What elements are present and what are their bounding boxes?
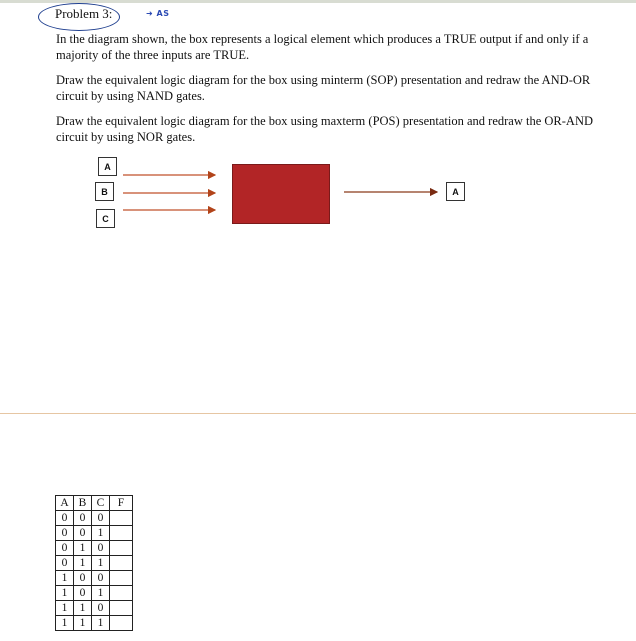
paragraph-pos: Draw the equivalent logic diagram for the box using maxterm (POS) presentation and redraw the OR-AND circuit by using NOR gates. — [56, 114, 594, 144]
table-cell: 0 — [74, 571, 92, 586]
table-cell: 1 — [92, 556, 110, 571]
table-cell: 1 — [74, 601, 92, 616]
table-cell: 0 — [56, 526, 74, 541]
table-cell: A — [56, 496, 74, 511]
table-cell — [110, 556, 133, 571]
table-cell: 0 — [74, 526, 92, 541]
table-cell: 0 — [92, 511, 110, 526]
table-row — [56, 601, 133, 616]
table-cell — [110, 571, 133, 586]
arrow-icon: ➜ — [146, 9, 157, 18]
table-cell — [110, 526, 133, 541]
table-cell: 0 — [56, 556, 74, 571]
table-cell: 1 — [74, 556, 92, 571]
table-cell: C — [92, 496, 110, 511]
table-cell: 0 — [92, 541, 110, 556]
table-row — [56, 616, 133, 631]
table-row — [56, 586, 133, 601]
table-cell — [110, 511, 133, 526]
table-row — [56, 541, 133, 556]
input-b-box: B — [95, 182, 114, 201]
table-cell: 0 — [92, 571, 110, 586]
table-cell — [110, 586, 133, 601]
problem-title: Problem 3: — [55, 6, 113, 21]
table-cell: 1 — [56, 586, 74, 601]
paragraph-intro: In the diagram shown, the box represents a logical element which produces a TRUE output if and only if a majority of the three inputs are TRUE. — [56, 32, 589, 62]
majority-logic-box — [232, 164, 330, 224]
table-cell: F — [110, 496, 133, 511]
table-cell: 0 — [92, 601, 110, 616]
table-cell: 1 — [74, 541, 92, 556]
table-cell: 0 — [56, 511, 74, 526]
table-row — [56, 556, 133, 571]
table-cell: B — [74, 496, 92, 511]
paragraph-sop: Draw the equivalent logic diagram for the box using minterm (SOP) presentation and redraw the AND-OR circuit by using NAND gates. — [56, 73, 591, 103]
table-row — [56, 571, 133, 586]
table-header-row — [56, 496, 133, 511]
table-cell: 1 — [56, 571, 74, 586]
table-cell: 1 — [56, 616, 74, 631]
table-cell — [110, 616, 133, 631]
input-a-box: A — [98, 157, 117, 176]
table-cell: 0 — [74, 586, 92, 601]
input-c-box: C — [96, 209, 115, 228]
table-cell — [110, 601, 133, 616]
table-cell: 1 — [74, 616, 92, 631]
table-cell: 1 — [92, 586, 110, 601]
annotation-text: AS — [156, 9, 170, 18]
section-divider — [0, 413, 636, 414]
table-cell: 0 — [74, 511, 92, 526]
table-cell: 1 — [92, 616, 110, 631]
table-cell — [110, 541, 133, 556]
table-cell: 1 — [56, 601, 74, 616]
table-cell: 1 — [92, 526, 110, 541]
table-row — [56, 526, 133, 541]
output-box: A — [446, 182, 465, 201]
table-row — [56, 511, 133, 526]
truth-table — [55, 495, 133, 631]
table-cell: 0 — [56, 541, 74, 556]
